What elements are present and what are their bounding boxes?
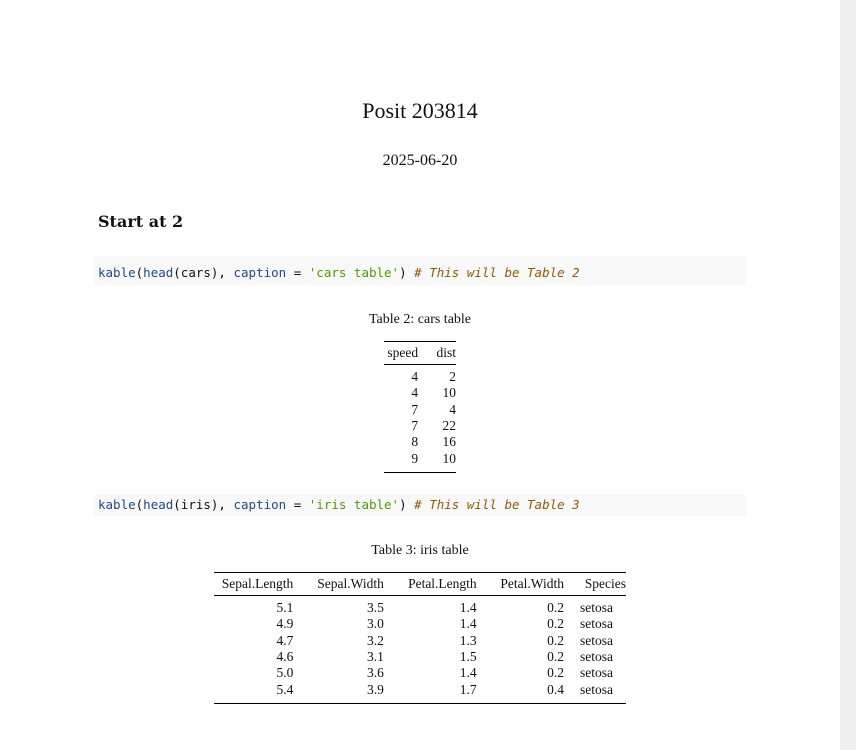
code-function: kable (98, 497, 136, 512)
code-text: = (286, 497, 309, 512)
table-row (384, 365, 456, 386)
table-cell: 10 (442, 385, 456, 401)
section-heading: Start at 2 (98, 212, 184, 231)
table-cell: 4.9 (276, 616, 294, 632)
table-cell: setosa (579, 681, 613, 697)
table-cell: 1.3 (459, 632, 477, 648)
table-cell: 3.9 (367, 681, 384, 697)
column-header: Petal.Width (500, 576, 564, 591)
table-cell: 5.0 (276, 665, 294, 681)
table-row (384, 385, 456, 401)
table-cell: 5.4 (276, 681, 294, 697)
table-cell: 1.4 (459, 616, 477, 632)
table-cell: 0.2 (547, 616, 564, 632)
table-row (384, 418, 456, 434)
code-text: = (286, 265, 309, 280)
code-string: 'cars table' (308, 265, 400, 280)
table-cell: 1.4 (459, 600, 477, 616)
table-cell: 16 (442, 434, 456, 450)
code-param: caption (233, 265, 287, 280)
table-cell: 3.5 (367, 600, 384, 616)
table-cell: setosa (579, 632, 613, 648)
table-cell: 10 (442, 450, 456, 466)
code-block-iris (94, 494, 746, 516)
code-text: (cars), (173, 265, 234, 280)
table-cell: 4.6 (276, 649, 294, 665)
table-cell: 22 (442, 418, 456, 434)
table-row (384, 450, 456, 472)
table-cell: 4 (449, 401, 456, 417)
table-cell: setosa (579, 616, 613, 632)
table-cell: 1.4 (459, 665, 477, 681)
table-cell: 3.6 (367, 665, 384, 681)
document-date: 2025-06-20 (382, 152, 458, 169)
table-cell: 3.0 (367, 616, 384, 632)
table-cell: 0.2 (547, 632, 564, 648)
table-cell: 4 (411, 385, 419, 401)
code-function: head (143, 497, 174, 512)
cars-table (384, 341, 456, 473)
table-row (214, 633, 626, 649)
column-header: speed (387, 345, 419, 360)
code-text: (iris), (173, 497, 234, 512)
table-cell: 3.2 (367, 632, 384, 648)
table-row (384, 434, 456, 450)
code-string: 'iris table' (308, 497, 400, 512)
code-text: ( (135, 265, 144, 280)
table-cell: setosa (579, 665, 613, 681)
document-title: Posit 203814 (362, 98, 478, 123)
table-cell: 0.2 (547, 649, 564, 665)
column-header: Species (584, 576, 626, 591)
table-row (384, 402, 456, 418)
table-caption-iris: Table 3: iris table (371, 543, 469, 558)
scrollbar[interactable] (840, 0, 856, 750)
code-comment: # This will be Table 3 (414, 497, 580, 512)
table-cell: 4.7 (276, 632, 294, 648)
table-cell: 8 (411, 434, 419, 450)
code-block-cars (94, 256, 746, 285)
iris-table (214, 572, 626, 704)
table-cell: 0.2 (547, 665, 564, 681)
table-row (214, 649, 626, 665)
code-comment: # This will be Table 2 (414, 265, 580, 280)
table-row (214, 616, 626, 632)
table-row (214, 596, 626, 617)
table-row (214, 665, 626, 681)
column-header: Sepal.Width (317, 576, 384, 591)
code-param: caption (233, 497, 287, 512)
code-text: ) (399, 265, 415, 280)
table-cell: 7 (411, 401, 419, 417)
table-cell: 0.4 (547, 681, 564, 697)
code-function: head (143, 265, 174, 280)
column-header: Petal.Length (408, 576, 477, 591)
table-cell: 5.1 (276, 600, 294, 616)
table-caption-cars: Table 2: cars table (368, 312, 472, 327)
code-text: ( (135, 497, 144, 512)
table-cell: setosa (579, 649, 613, 665)
code-text: ) (399, 497, 415, 512)
table-cell: 9 (411, 450, 419, 466)
table-cell: 4 (411, 369, 419, 385)
table-cell: setosa (579, 600, 613, 616)
column-header: dist (436, 345, 456, 360)
table-cell: 1.7 (459, 681, 477, 697)
table-cell: 1.5 (459, 649, 477, 665)
table-cell: 0.2 (547, 600, 564, 616)
table-cell: 2 (449, 369, 456, 385)
table-cell: 7 (411, 418, 419, 434)
table-row (214, 681, 626, 703)
code-function: kable (98, 265, 136, 280)
column-header: Sepal.Length (221, 576, 294, 591)
table-cell: 3.1 (367, 649, 384, 665)
